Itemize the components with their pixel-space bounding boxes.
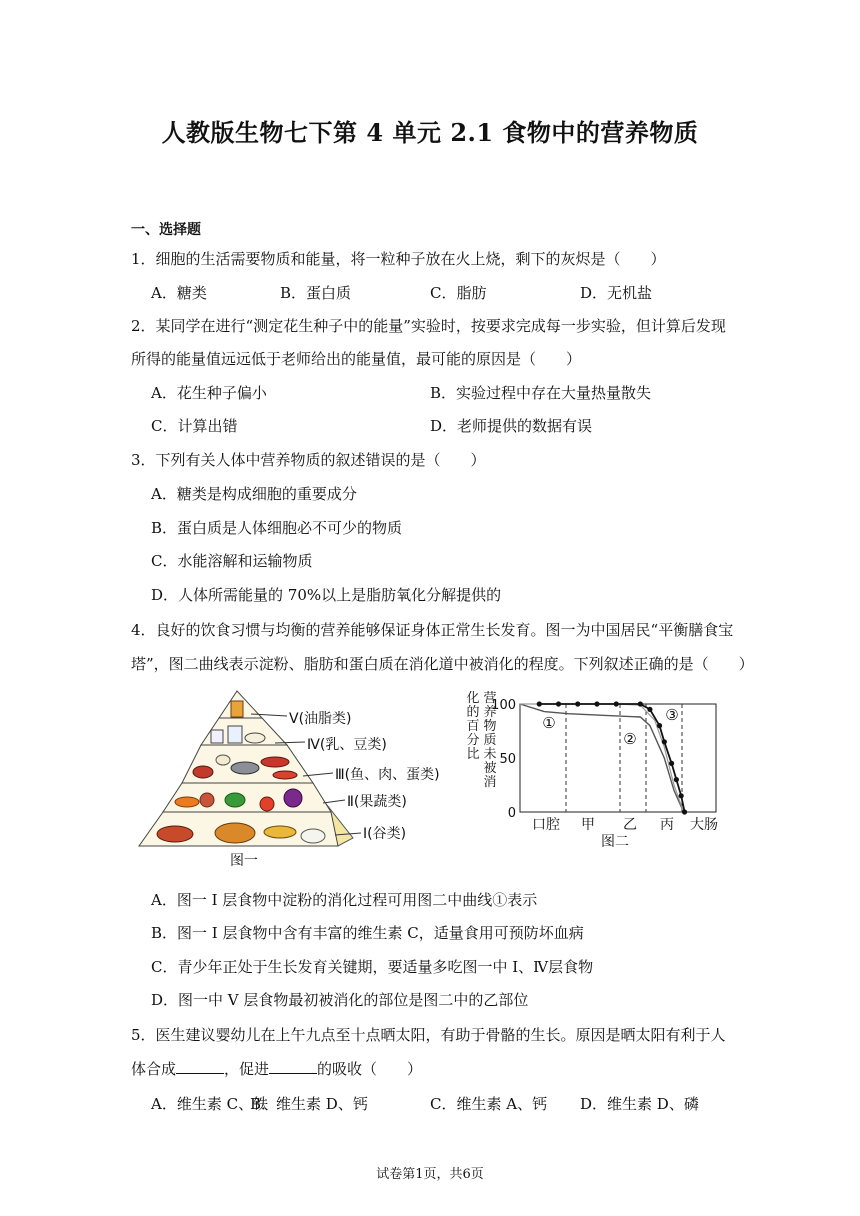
q4-option-d: D．图一中 V 层食物最初被消化的部位是图二中的乙部位 (151, 991, 529, 1009)
q3-option-a: A．糖类是构成细胞的重要成分 (151, 485, 357, 503)
q5-text-part2: ，促进 (224, 1060, 270, 1078)
rice-bowl-icon (301, 829, 325, 843)
layer-1-label: I(谷类) (363, 826, 407, 842)
egg-icon (216, 755, 230, 765)
q2-stem-line2: 所得的能量值远远低于老师给出的能量值，最可能的原因是（ ） (131, 350, 582, 368)
q5-option-d: D．维生素 D、磷 (580, 1095, 699, 1113)
data-point (575, 701, 580, 706)
x-tick-label: 乙 (623, 817, 637, 833)
meat-icon (193, 766, 213, 778)
y-axis-label-char: 百 (466, 719, 480, 734)
curve-3 (539, 704, 684, 812)
q5-text-part1: 体合成 (131, 1060, 177, 1078)
figure2-caption: 图二 (601, 834, 629, 850)
y-axis-label-char: 化 (466, 691, 480, 706)
layer-3-label: Ⅲ(鱼、肉、蛋类) (335, 767, 440, 783)
y-axis-label-char: 分 (466, 733, 480, 748)
y-tick-label: 100 (491, 698, 516, 713)
y-axis-label-char: 质 (483, 733, 497, 748)
answer-blank-1 (176, 1059, 224, 1074)
q3-option-d: D．人体所需能量的 70%以上是脂肪氧化分解提供的 (151, 586, 502, 604)
q3-stem: 3．下列有关人体中营养物质的叙述错误的是（ ） (131, 451, 486, 469)
q4-option-a: A．图一 I 层食物中淀粉的消化过程可用图二中曲线①表示 (151, 891, 538, 909)
tofu-icon (245, 733, 265, 743)
carrot-icon (175, 797, 199, 807)
data-point (662, 739, 667, 744)
tomato-icon (260, 797, 274, 811)
answer-blank-2 (269, 1059, 317, 1074)
q2-option-d: D．老师提供的数据有误 (430, 417, 593, 435)
data-point (594, 701, 599, 706)
q2-option-a: A．花生种子偏小 (151, 384, 267, 402)
data-point (674, 777, 679, 782)
sausage-icon (261, 757, 289, 767)
digestion-chart (458, 688, 730, 852)
q5-text-part3: 的吸收（ ） (317, 1060, 423, 1078)
y-axis-label-char: 的 (466, 705, 480, 720)
curve-label-3: ③ (665, 706, 679, 724)
grapes-icon (284, 789, 302, 807)
page-title: 人教版生物七下第 4 单元 2.1 食物中的营养物质 (161, 118, 699, 147)
y-axis-label-char: 比 (466, 747, 480, 762)
q3-option-c: C．水能溶解和运输物质 (151, 552, 313, 570)
corn-icon (264, 826, 296, 838)
x-tick-label: 甲 (581, 817, 595, 833)
data-point (669, 761, 674, 766)
data-point (657, 723, 662, 728)
q4-option-b: B．图一 I 层食物中含有丰富的维生素 C，适量食用可预防坏血病 (151, 924, 584, 942)
q1-option-c: C．脂肪 (430, 284, 487, 302)
x-tick-label: 口腔 (532, 817, 560, 833)
data-point (682, 809, 687, 814)
q1-stem: 1．细胞的生活需要物质和能量，将一粒种子放在火上烧，剩下的灰烬是（ ） (131, 250, 666, 268)
y-axis-label-char: 营 (483, 691, 497, 706)
food-pyramid-figure (135, 688, 465, 870)
x-tick-label: 大肠 (690, 817, 718, 833)
onion-icon (200, 793, 214, 807)
layer-4-label: Ⅳ(乳、豆类) (307, 737, 387, 753)
q2-option-b: B．实验过程中存在大量热量散失 (430, 384, 652, 402)
q5-option-b: B．维生素 D、钙 (250, 1095, 368, 1113)
q4-stem-line2: 塔”，图二曲线表示淀粉、脂肪和蛋白质在消化道中被消化的程度。下列叙述正确的是（ ） (131, 655, 754, 673)
y-axis-label-char: 养 (483, 705, 497, 720)
q1-option-d: D．无机盐 (580, 284, 653, 302)
milk-box-icon (228, 726, 242, 743)
q4-stem-line1: 4．良好的饮食习惯与均衡的营养能够保证身体正常生长发育。图一为中国居民“平衡膳食宝 (131, 621, 734, 639)
data-point (638, 701, 643, 706)
q2-option-c: C．计算出错 (151, 417, 238, 435)
shrimp-icon (273, 771, 297, 779)
q2-stem-line1: 2．某同学在进行“测定花生种子中的能量”实验时，按要求完成每一步实验，但计算后发现 (131, 317, 726, 335)
y-tick-label: 50 (499, 752, 516, 767)
bread-icon (215, 823, 255, 843)
data-point (647, 707, 652, 712)
oil-bottle-icon (231, 701, 243, 717)
milk-carton-icon (211, 730, 223, 743)
figure1-caption: 图一 (230, 853, 258, 869)
q5-stem-line2 (131, 1058, 422, 1079)
data-point (614, 701, 619, 706)
pointer-line (323, 800, 345, 803)
greens-icon (225, 793, 245, 807)
sweet-potato-icon (157, 826, 193, 842)
y-tick-label: 0 (507, 806, 516, 821)
y-axis-label-char: 未 (483, 747, 497, 762)
layer-2-label: Ⅱ(果蔬类) (347, 794, 407, 810)
section-heading: 一、选择题 (131, 222, 201, 238)
q5-option-c: C．维生素 A、钙 (430, 1095, 548, 1113)
q1-option-a: A．糖类 (151, 284, 207, 302)
layer-5-label: V(油脂类) (289, 711, 352, 727)
data-point (556, 701, 561, 706)
x-tick-label: 丙 (660, 817, 674, 833)
q5-stem-line1: 5．医生建议婴幼儿在上午九点至十点晒太阳，有助于骨骼的生长。原因是晒太阳有利于人 (131, 1026, 726, 1044)
q4-option-c: C．青少年正处于生长发育关键期，要适量多吃图一中 I、Ⅳ层食物 (151, 958, 594, 976)
y-axis-label-char: 消 (483, 775, 497, 790)
y-axis-label-char: 物 (483, 719, 497, 734)
y-axis-label-char: 被 (483, 761, 497, 776)
data-point (537, 701, 542, 706)
curve-label-2: ② (623, 730, 637, 748)
fish-icon (231, 762, 259, 774)
q1-option-b: B．蛋白质 (280, 284, 352, 302)
q5-option-a: A．维生素 C、铁 (151, 1095, 269, 1113)
page-footer: 试卷第1页，共6页 (376, 1167, 484, 1182)
q3-option-b: B．蛋白质是人体细胞必不可少的物质 (151, 519, 403, 537)
data-point (679, 793, 684, 798)
curve-label-1: ① (542, 714, 556, 732)
